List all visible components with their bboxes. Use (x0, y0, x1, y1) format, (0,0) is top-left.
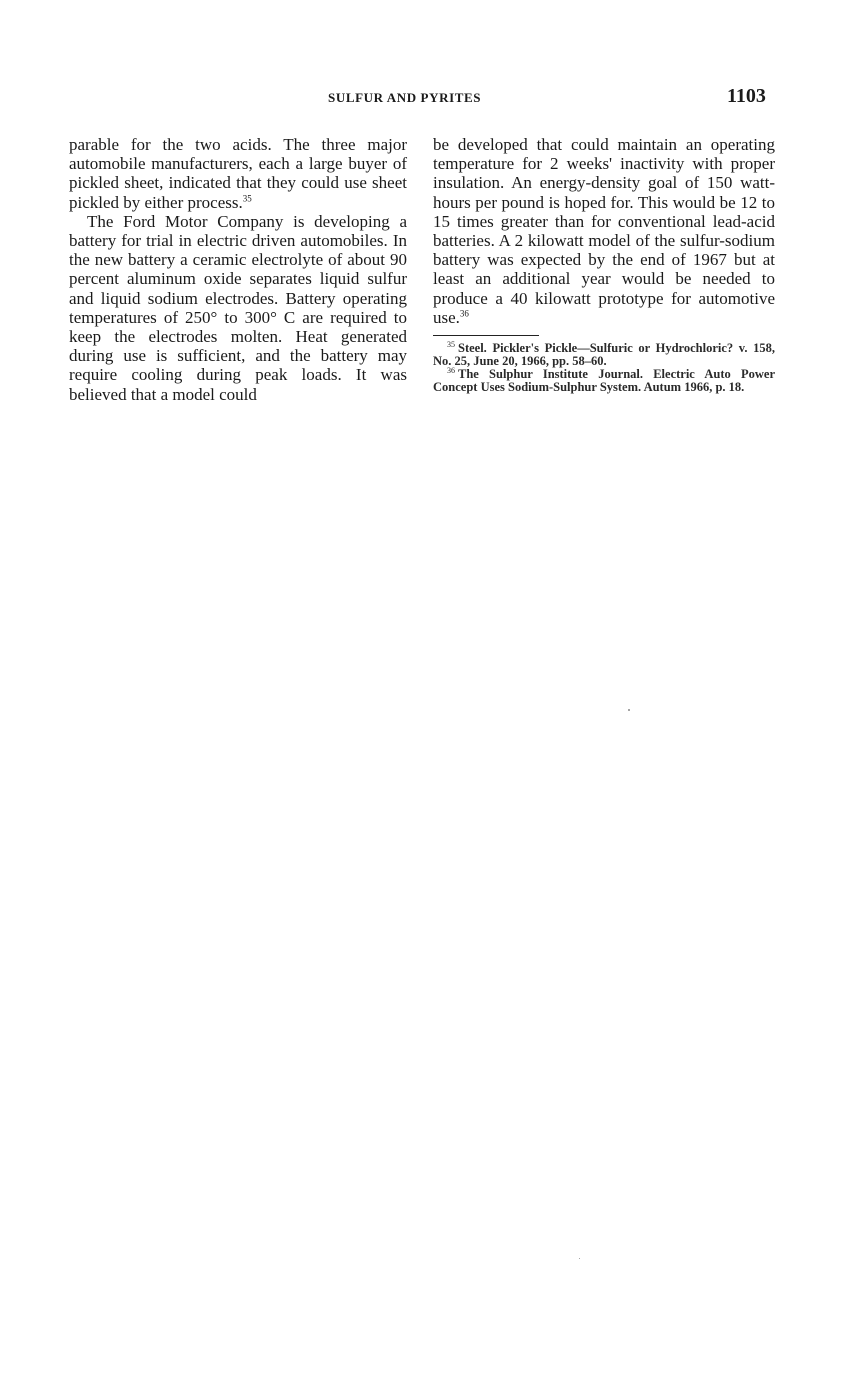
right-paragraph-1-text: be developed that could maintain an operating temperature for 2 weeks' inactivity with proper insulation. An energy-density goal of 150 watt-hours per pound is hoped for. This would be 12 to 15 times greater than for conventional lead-acid batteries. A 2 kilowatt model of the sulfur-sodium battery was expected by the end of 1967 but at least an additional year would be needed to produce a 40 kilowatt prototype for automotive use. (433, 135, 775, 327)
running-title: SULFUR AND PYRITES (328, 90, 482, 105)
footnote-text: Steel. Pickler's Pickle—Sulfuric or Hydrochloric? v. 158, No. 25, June 20, 1966, pp. 58–60. (433, 341, 775, 369)
right-column (433, 135, 775, 394)
footnote-text: The Sulphur Institute Journal. Electric Auto Power Concept Uses Sodium-Sulphur System. Autum 1966, p. 18. (433, 367, 775, 395)
left-paragraph-1 (69, 135, 407, 212)
page-number: 1103 (727, 85, 766, 107)
footnote-36 (433, 365, 775, 395)
footnote-rule (433, 335, 539, 336)
paper-speck (628, 709, 630, 711)
paper-speck (579, 1258, 580, 1259)
footnote-35 (433, 339, 775, 369)
running-head (0, 86, 862, 110)
footnote-number: 35 (447, 339, 455, 349)
footnote-ref-36: 36 (459, 308, 469, 319)
left-column (69, 135, 407, 404)
left-paragraph-1-text: parable for the two acids. The three major automobile manufacturers, each a large buyer of pickled sheet, indicated that they could use sheet pickled by either process. (69, 135, 407, 212)
footnote-ref-35: 35 (242, 192, 252, 203)
right-paragraph-1 (433, 135, 775, 327)
footnotes (433, 339, 775, 395)
left-paragraph-2: The Ford Motor Company is developing a battery for trial in electric driven automobiles. In the new battery a ceramic electrolyte of about 90 percent aluminum oxide separates liquid sulfur and liquid sodium electrodes. Battery operating temperatures of 250° to 300° C are required to keep the electrodes molten. Heat generated during use is sufficient, and the battery may require cooling during peak loads. It was believed that a model could (69, 211, 407, 404)
footnote-number: 36 (447, 365, 455, 375)
